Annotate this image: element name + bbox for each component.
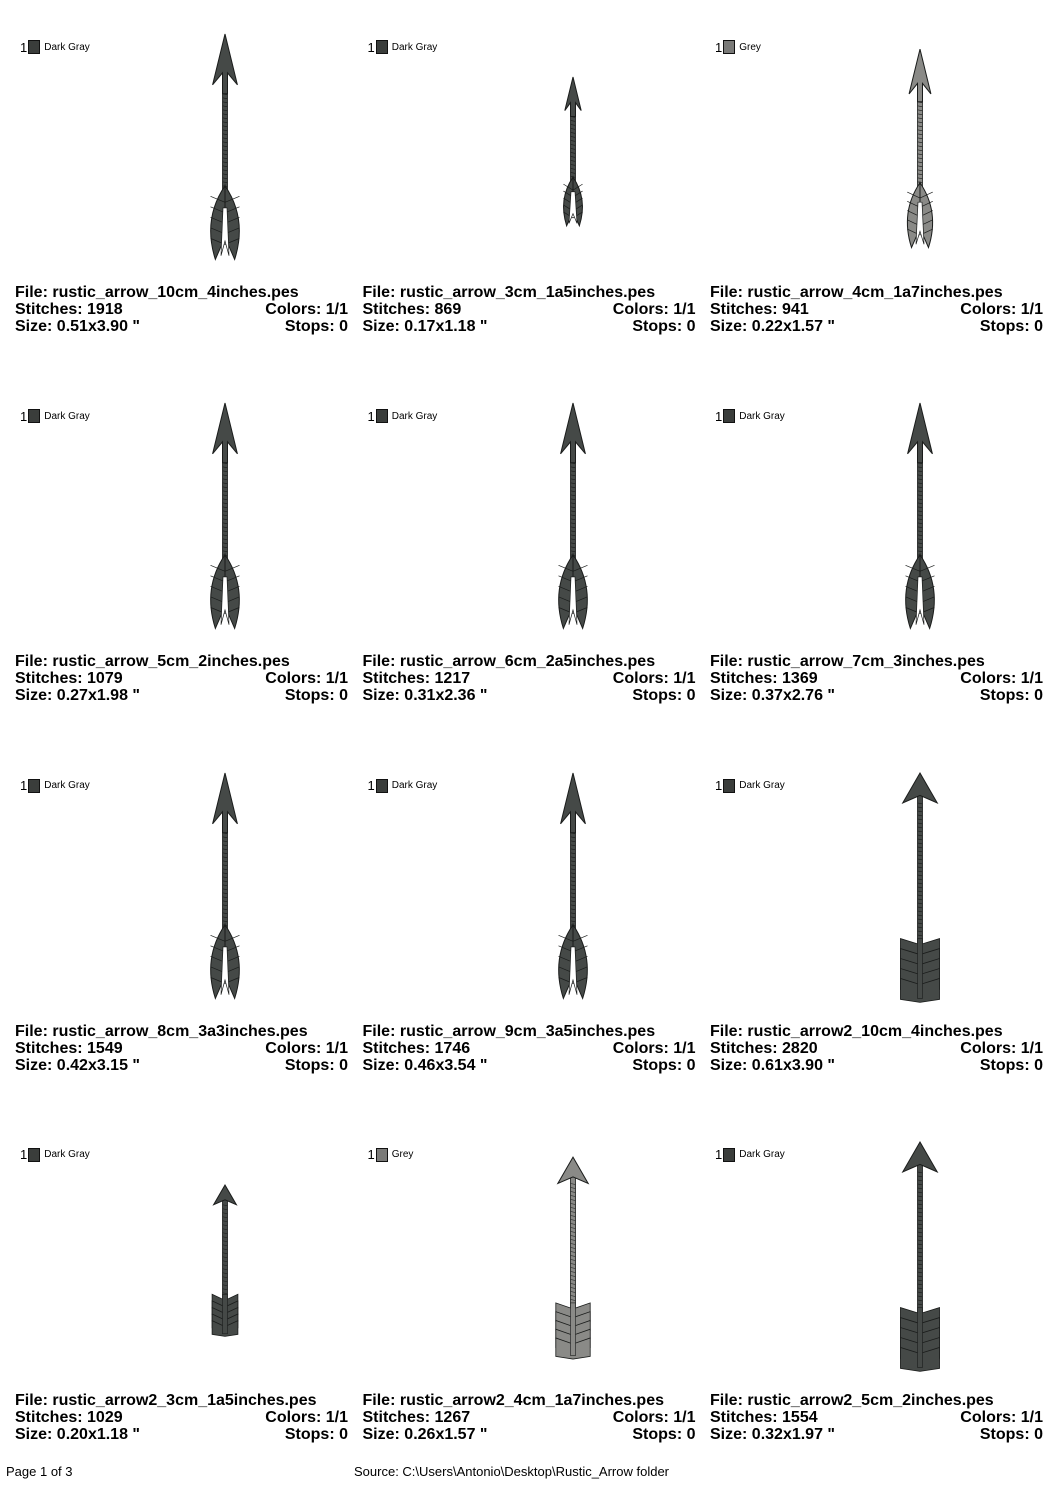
file-line bbox=[15, 653, 290, 670]
file-name: rustic_arrow2_10cm_4inches.pes bbox=[747, 1022, 1003, 1040]
stops-label: Stops: bbox=[979, 1056, 1035, 1074]
stitches-value: 1746 bbox=[434, 1039, 471, 1057]
size-value: 0.20x1.18 bbox=[56, 1425, 128, 1443]
page-number: Page 1 of 3 bbox=[6, 1464, 73, 1479]
file-name: rustic_arrow_3cm_1a5inches.pes bbox=[399, 284, 656, 301]
colors-label: Colors: bbox=[960, 301, 1021, 318]
design-info bbox=[363, 1023, 696, 1074]
stitches-value: 1549 bbox=[87, 1039, 123, 1057]
stitches-line bbox=[363, 1409, 471, 1426]
stops-line bbox=[632, 1426, 695, 1443]
size-line bbox=[363, 687, 488, 704]
colors-line bbox=[960, 301, 1043, 318]
design-preview bbox=[15, 771, 362, 1021]
design-card bbox=[15, 32, 362, 401]
colors-label: Colors: bbox=[612, 670, 674, 688]
stitches-line bbox=[363, 1040, 471, 1057]
stops-line bbox=[285, 1426, 348, 1443]
file-name: rustic_arrow_9cm_3a5inches.pes bbox=[399, 1022, 656, 1040]
colors-value: 1/1 bbox=[1020, 1039, 1043, 1057]
file-line bbox=[710, 1023, 1003, 1040]
colors-label: Colors: bbox=[612, 1039, 674, 1057]
size-unit: " bbox=[475, 318, 488, 335]
file-label: File: bbox=[15, 1391, 53, 1409]
size-value: 0.61x3.90 bbox=[751, 1056, 823, 1074]
stops-label: Stops: bbox=[979, 687, 1035, 705]
design-preview bbox=[710, 1140, 1050, 1390]
stops-label: Stops: bbox=[284, 318, 340, 335]
design-card bbox=[363, 32, 710, 401]
stops-value: 0 bbox=[339, 1056, 348, 1074]
size-line bbox=[363, 1057, 488, 1074]
design-preview bbox=[710, 771, 1050, 1021]
stops-label: Stops: bbox=[284, 1056, 340, 1074]
size-label: Size: bbox=[362, 687, 405, 705]
colors-value: 1/1 bbox=[1020, 670, 1043, 688]
colors-label: Colors: bbox=[265, 1039, 326, 1057]
design-card bbox=[363, 771, 710, 1140]
colors-label: Colors: bbox=[612, 1408, 674, 1426]
size-unit: " bbox=[822, 318, 836, 335]
arrow-design-icon bbox=[900, 773, 939, 1002]
stitches-line bbox=[710, 1040, 818, 1057]
stitches-line bbox=[710, 1409, 818, 1426]
stitches-value: 1217 bbox=[434, 670, 471, 688]
design-preview bbox=[710, 32, 1050, 282]
stops-line bbox=[285, 318, 348, 335]
size-unit: " bbox=[822, 1425, 836, 1443]
stops-line bbox=[980, 1057, 1043, 1074]
stops-label: Stops: bbox=[284, 687, 340, 705]
stops-label: Stops: bbox=[632, 318, 687, 335]
stitches-label: Stitches: bbox=[15, 301, 88, 318]
colors-label: Colors: bbox=[265, 1408, 326, 1426]
size-line bbox=[710, 1057, 835, 1074]
colors-label: Colors: bbox=[960, 1408, 1021, 1426]
stitches-value: 869 bbox=[434, 301, 462, 318]
size-label: Size: bbox=[15, 687, 57, 705]
stops-line bbox=[632, 318, 695, 335]
stitches-label: Stitches: bbox=[362, 1408, 435, 1426]
color-name: Dark Gray bbox=[44, 780, 90, 792]
color-name: Dark Gray bbox=[44, 41, 90, 53]
size-line bbox=[710, 687, 835, 704]
stops-value: 0 bbox=[1034, 1056, 1043, 1074]
file-label: File: bbox=[362, 1022, 400, 1040]
colors-label: Colors: bbox=[960, 670, 1021, 688]
size-label: Size: bbox=[362, 1425, 405, 1443]
color-index: 1 bbox=[715, 1147, 723, 1163]
colors-line bbox=[613, 670, 696, 687]
design-preview bbox=[363, 771, 710, 1021]
stitches-label: Stitches: bbox=[15, 1039, 88, 1057]
color-index: 1 bbox=[20, 408, 28, 424]
design-info bbox=[710, 653, 1043, 704]
file-line bbox=[363, 1023, 656, 1040]
stitches-value: 1079 bbox=[87, 670, 123, 688]
stitches-line bbox=[363, 301, 462, 318]
stitches-value: 941 bbox=[782, 301, 809, 318]
file-label: File: bbox=[362, 284, 400, 301]
design-info bbox=[15, 284, 348, 335]
colors-value: 1/1 bbox=[1020, 1408, 1043, 1426]
stops-label: Stops: bbox=[632, 1425, 687, 1443]
stitches-label: Stitches: bbox=[710, 301, 783, 318]
color-index: 1 bbox=[367, 778, 375, 794]
colors-line bbox=[613, 301, 696, 318]
size-unit: " bbox=[822, 687, 836, 705]
file-label: File: bbox=[710, 653, 748, 671]
stitches-line bbox=[15, 1409, 123, 1426]
stitches-value: 2820 bbox=[782, 1039, 818, 1057]
file-line bbox=[710, 1392, 994, 1409]
color-name: Dark Gray bbox=[739, 780, 785, 792]
design-card bbox=[710, 771, 1050, 1140]
colors-value: 1/1 bbox=[325, 1408, 348, 1426]
stitches-line bbox=[710, 670, 818, 687]
design-card bbox=[363, 1140, 710, 1509]
stops-line bbox=[980, 687, 1043, 704]
file-label: File: bbox=[362, 1391, 400, 1409]
colors-label: Colors: bbox=[265, 670, 326, 688]
file-name: rustic_arrow_6cm_2a5inches.pes bbox=[399, 653, 656, 671]
size-unit: " bbox=[822, 1056, 836, 1074]
file-name: rustic_arrow2_4cm_1a7inches.pes bbox=[399, 1391, 664, 1409]
size-unit: " bbox=[475, 687, 488, 705]
color-name: Dark Gray bbox=[391, 41, 438, 53]
file-line bbox=[15, 1023, 308, 1040]
size-label: Size: bbox=[362, 1056, 405, 1074]
arrow-design-icon bbox=[558, 773, 587, 998]
stops-label: Stops: bbox=[632, 1056, 687, 1074]
design-info bbox=[710, 1392, 1043, 1443]
color-name: Dark Gray bbox=[44, 410, 90, 422]
file-label: File: bbox=[710, 1391, 748, 1409]
file-label: File: bbox=[362, 653, 400, 671]
stitches-label: Stitches: bbox=[15, 670, 88, 688]
colors-line bbox=[265, 670, 348, 687]
file-label: File: bbox=[15, 653, 53, 671]
design-info bbox=[710, 1023, 1043, 1074]
design-preview bbox=[15, 1140, 362, 1390]
color-index: 1 bbox=[20, 778, 28, 794]
stops-value: 0 bbox=[339, 1425, 348, 1443]
file-label: File: bbox=[710, 1022, 748, 1040]
design-info bbox=[363, 284, 696, 335]
design-card bbox=[710, 32, 1050, 401]
design-info bbox=[15, 653, 348, 704]
stops-line bbox=[980, 1426, 1043, 1443]
design-info bbox=[710, 284, 1043, 335]
design-card bbox=[363, 401, 710, 770]
arrow-design-icon bbox=[211, 403, 240, 628]
stitches-label: Stitches: bbox=[362, 1039, 435, 1057]
stops-line bbox=[980, 318, 1043, 335]
file-line bbox=[710, 284, 1003, 301]
colors-line bbox=[265, 1040, 348, 1057]
size-line bbox=[15, 1426, 140, 1443]
stitches-line bbox=[15, 301, 123, 318]
stitches-label: Stitches: bbox=[362, 670, 435, 688]
design-card bbox=[15, 401, 362, 770]
design-card bbox=[710, 1140, 1050, 1509]
stops-value: 0 bbox=[686, 1056, 696, 1074]
file-line bbox=[15, 284, 299, 301]
stitches-line bbox=[710, 301, 809, 318]
stitches-value: 1918 bbox=[87, 301, 123, 318]
design-preview bbox=[15, 32, 362, 282]
stops-line bbox=[285, 687, 348, 704]
size-label: Size: bbox=[15, 1056, 57, 1074]
color-name: Dark Gray bbox=[739, 1149, 785, 1161]
stops-value: 0 bbox=[339, 687, 348, 705]
colors-label: Colors: bbox=[265, 301, 326, 318]
stops-value: 0 bbox=[1034, 687, 1043, 705]
size-value: 0.22x1.57 bbox=[751, 318, 823, 335]
size-value: 0.37x2.76 bbox=[751, 687, 823, 705]
stops-value: 0 bbox=[1034, 318, 1043, 335]
size-value: 0.32x1.97 bbox=[751, 1425, 823, 1443]
colors-value: 1/1 bbox=[1020, 301, 1043, 318]
arrow-design-icon bbox=[563, 77, 582, 226]
colors-line bbox=[265, 1409, 348, 1426]
file-line bbox=[363, 653, 656, 670]
stitches-label: Stitches: bbox=[710, 1039, 783, 1057]
size-value: 0.51x3.90 bbox=[56, 318, 128, 335]
colors-value: 1/1 bbox=[673, 301, 696, 318]
file-name: rustic_arrow_10cm_4inches.pes bbox=[52, 284, 299, 301]
file-name: rustic_arrow_8cm_3a3inches.pes bbox=[52, 1022, 308, 1040]
size-label: Size: bbox=[710, 1056, 752, 1074]
stops-label: Stops: bbox=[632, 687, 687, 705]
arrow-design-icon bbox=[211, 34, 240, 259]
color-index: 1 bbox=[20, 1147, 28, 1163]
color-index: 1 bbox=[715, 778, 723, 794]
arrow-design-icon bbox=[212, 1185, 238, 1336]
size-value: 0.31x2.36 bbox=[404, 687, 476, 705]
stitches-label: Stitches: bbox=[710, 1408, 783, 1426]
arrow-design-icon bbox=[900, 1142, 939, 1371]
colors-value: 1/1 bbox=[673, 670, 696, 688]
file-name: rustic_arrow2_3cm_1a5inches.pes bbox=[52, 1391, 317, 1409]
design-info bbox=[15, 1023, 348, 1074]
color-name: Grey bbox=[391, 1149, 414, 1161]
colors-line bbox=[960, 1040, 1043, 1057]
stitches-line bbox=[363, 670, 471, 687]
design-info bbox=[363, 1392, 696, 1443]
size-line bbox=[15, 318, 140, 335]
color-name: Dark Gray bbox=[739, 410, 785, 422]
design-preview bbox=[363, 32, 710, 282]
stops-line bbox=[632, 1057, 695, 1074]
color-name: Dark Gray bbox=[391, 410, 438, 422]
stops-value: 0 bbox=[1034, 1425, 1043, 1443]
size-line bbox=[710, 1426, 835, 1443]
arrow-design-icon bbox=[906, 403, 935, 628]
file-name: rustic_arrow_5cm_2inches.pes bbox=[52, 653, 290, 671]
size-label: Size: bbox=[710, 687, 752, 705]
design-preview bbox=[363, 1140, 710, 1390]
stitches-label: Stitches: bbox=[15, 1408, 88, 1426]
stitches-value: 1029 bbox=[87, 1408, 123, 1426]
size-line bbox=[15, 687, 140, 704]
design-card bbox=[710, 401, 1050, 770]
color-name: Dark Gray bbox=[44, 1149, 90, 1161]
stitches-line bbox=[15, 1040, 123, 1057]
colors-line bbox=[613, 1040, 696, 1057]
size-value: 0.46x3.54 bbox=[404, 1056, 476, 1074]
colors-line bbox=[960, 1409, 1043, 1426]
colors-label: Colors: bbox=[612, 301, 674, 318]
stops-label: Stops: bbox=[979, 318, 1035, 335]
size-unit: " bbox=[127, 687, 141, 705]
size-label: Size: bbox=[710, 318, 752, 335]
file-label: File: bbox=[15, 1022, 53, 1040]
stitches-value: 1267 bbox=[434, 1408, 471, 1426]
design-info bbox=[15, 1392, 348, 1443]
stops-value: 0 bbox=[686, 687, 696, 705]
size-unit: " bbox=[475, 1056, 488, 1074]
design-preview bbox=[710, 401, 1050, 651]
colors-value: 1/1 bbox=[325, 301, 348, 318]
size-value: 0.42x3.15 bbox=[56, 1056, 128, 1074]
file-name: rustic_arrow_7cm_3inches.pes bbox=[747, 653, 985, 671]
file-line bbox=[710, 653, 985, 670]
colors-value: 1/1 bbox=[673, 1039, 696, 1057]
stitches-value: 1554 bbox=[782, 1408, 818, 1426]
file-line bbox=[15, 1392, 317, 1409]
stops-label: Stops: bbox=[979, 1425, 1035, 1443]
size-label: Size: bbox=[362, 318, 405, 335]
source-path: Source: C:\Users\Antonio\Desktop\Rustic_Arrow folder bbox=[354, 1464, 670, 1479]
colors-label: Colors: bbox=[960, 1039, 1021, 1057]
color-index: 1 bbox=[367, 1147, 375, 1163]
colors-line bbox=[960, 670, 1043, 687]
colors-value: 1/1 bbox=[325, 670, 348, 688]
size-label: Size: bbox=[15, 1425, 57, 1443]
size-unit: " bbox=[475, 1425, 488, 1443]
design-card bbox=[15, 1140, 362, 1509]
file-label: File: bbox=[15, 284, 53, 301]
arrow-design-icon bbox=[907, 49, 933, 247]
size-unit: " bbox=[127, 1425, 141, 1443]
size-line bbox=[363, 1426, 488, 1443]
stops-value: 0 bbox=[686, 318, 696, 335]
stops-line bbox=[285, 1057, 348, 1074]
arrow-design-icon bbox=[558, 403, 587, 628]
size-unit: " bbox=[127, 1056, 141, 1074]
color-name: Dark Gray bbox=[391, 780, 438, 792]
file-label: File: bbox=[710, 284, 748, 301]
design-preview bbox=[363, 401, 710, 651]
size-label: Size: bbox=[15, 318, 57, 335]
stitches-label: Stitches: bbox=[710, 670, 783, 688]
stitches-line bbox=[15, 670, 123, 687]
color-index: 1 bbox=[715, 39, 723, 55]
file-line bbox=[363, 284, 656, 301]
size-unit: " bbox=[127, 318, 141, 335]
design-card bbox=[15, 771, 362, 1140]
design-preview bbox=[15, 401, 362, 651]
stitches-label: Stitches: bbox=[362, 301, 435, 318]
stops-value: 0 bbox=[339, 318, 348, 335]
size-line bbox=[363, 318, 488, 335]
colors-value: 1/1 bbox=[673, 1408, 696, 1426]
file-name: rustic_arrow_4cm_1a7inches.pes bbox=[747, 284, 1003, 301]
size-line bbox=[15, 1057, 140, 1074]
size-value: 0.17x1.18 bbox=[404, 318, 476, 335]
color-index: 1 bbox=[367, 408, 375, 424]
color-index: 1 bbox=[20, 39, 28, 55]
stops-value: 0 bbox=[686, 1425, 696, 1443]
stitches-value: 1369 bbox=[782, 670, 818, 688]
arrow-design-icon bbox=[555, 1157, 589, 1359]
file-name: rustic_arrow2_5cm_2inches.pes bbox=[747, 1391, 994, 1409]
colors-value: 1/1 bbox=[325, 1039, 348, 1057]
file-line bbox=[363, 1392, 665, 1409]
colors-line bbox=[613, 1409, 696, 1426]
color-index: 1 bbox=[367, 39, 375, 55]
size-label: Size: bbox=[710, 1425, 752, 1443]
size-value: 0.27x1.98 bbox=[56, 687, 128, 705]
arrow-design-icon bbox=[211, 773, 240, 998]
stops-line bbox=[632, 687, 695, 704]
size-line bbox=[710, 318, 835, 335]
design-info bbox=[363, 653, 696, 704]
stops-label: Stops: bbox=[284, 1425, 340, 1443]
colors-line bbox=[265, 301, 348, 318]
size-value: 0.26x1.57 bbox=[404, 1425, 476, 1443]
color-index: 1 bbox=[715, 408, 723, 424]
color-name: Grey bbox=[739, 41, 761, 53]
